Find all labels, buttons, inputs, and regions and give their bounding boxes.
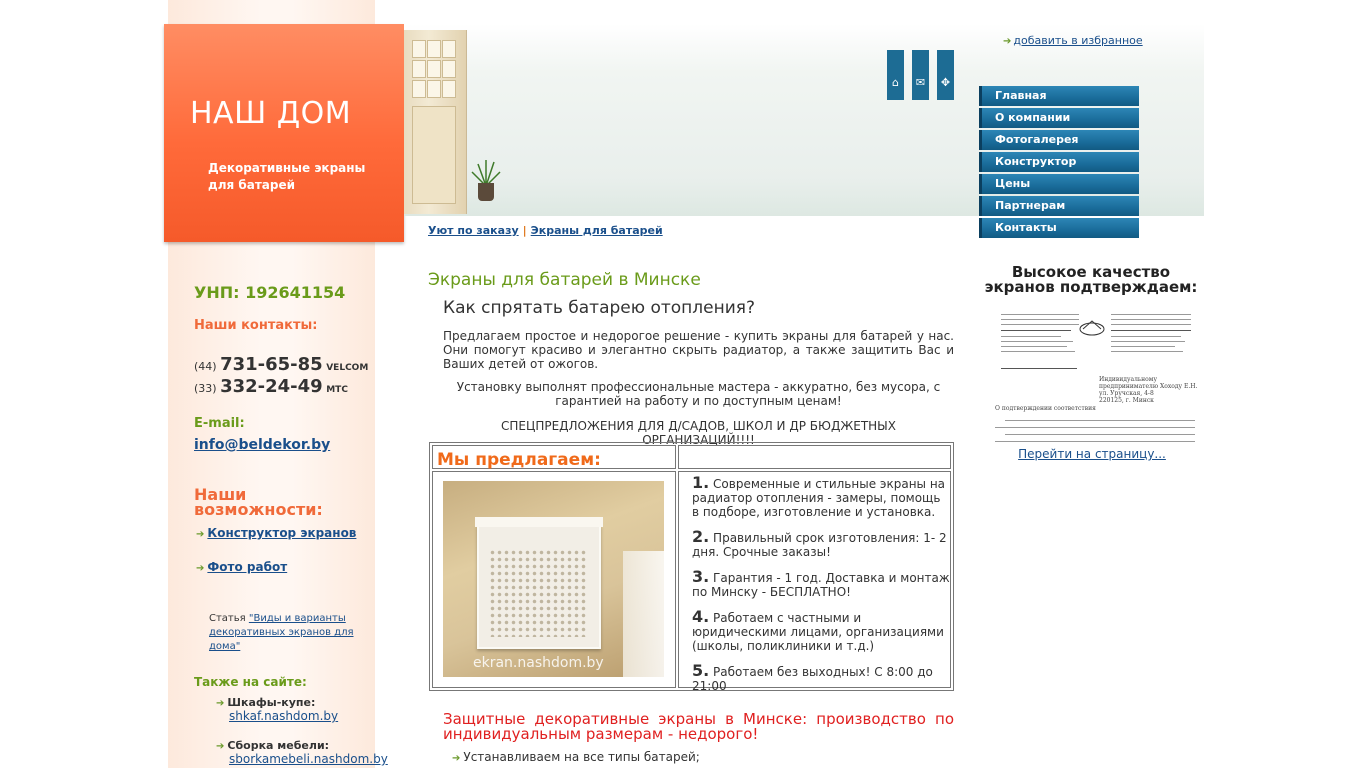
site-title: Сборка мебели: (227, 739, 330, 752)
cert-line (1001, 336, 1061, 337)
offer-item (692, 567, 950, 599)
arrow-icon: ➔ (216, 741, 225, 752)
possibilities-heading: Наши возможности: (194, 485, 323, 519)
offer-text: Современные и стильные экраны на радиатор отопления - замеры, помощь в подборе, изготовление и установка. (692, 477, 946, 519)
cert-line (1111, 351, 1183, 352)
cert-line (995, 427, 1195, 428)
cert-line (1001, 319, 1079, 320)
radiator-top (475, 517, 603, 527)
offer-number: 4. (692, 607, 710, 626)
phone-number: 731-65-85 (220, 354, 323, 375)
cert-line (1001, 346, 1067, 347)
phone-velcom (194, 354, 368, 375)
arrow-icon: ➔ (196, 563, 205, 574)
plant-pot (478, 183, 494, 201)
breadcrumb-item-2[interactable]: Экраны для батарей (530, 224, 663, 237)
offer-heading: Мы предлагаем: (437, 450, 601, 470)
email-heading: E-mail: (194, 416, 245, 431)
cert-line (995, 441, 1195, 442)
cert-line (1111, 324, 1191, 325)
door-illustration (404, 30, 467, 214)
offer-number: 1. (692, 473, 710, 492)
offer-list (692, 473, 950, 704)
arrow-icon: ➔ (1003, 36, 1012, 47)
cert-line (1001, 351, 1075, 352)
phone-number: 332-24-49 (220, 376, 323, 397)
offer-text: Правильный срок изготовления: 1- 2 дня. Срочные заказы! (692, 531, 947, 559)
radiator-grille (489, 549, 587, 637)
arrow-icon: ➔ (216, 698, 225, 709)
add-to-favorites-link[interactable]: добавить в избранное (1013, 34, 1143, 47)
breadcrumb (428, 224, 663, 237)
main-navigation (979, 86, 1139, 240)
bullet-item (452, 750, 700, 764)
nav-home[interactable]: Главная (979, 86, 1139, 106)
certificate-image[interactable] (993, 310, 1200, 445)
phone-operator: VELCOM (326, 363, 369, 373)
cert-line (1001, 324, 1079, 325)
cert-line (1001, 368, 1077, 369)
cert-text: ул. Уручская, 4-8 (1099, 390, 1154, 397)
logo-block[interactable] (164, 24, 404, 242)
offer-item (692, 527, 950, 559)
cert-line (1001, 314, 1079, 315)
radiator-screen (477, 525, 601, 649)
cert-line (1005, 434, 1195, 435)
nav-partners[interactable]: Партнерам (979, 196, 1139, 216)
cert-text: О подтверждении соответствия (995, 405, 1096, 412)
cert-line (1111, 330, 1191, 331)
offer-text: Работаем с частными и юридическими лицами, организациями (школы, поликлиники и т.д.) (692, 611, 944, 653)
offer-number: 2. (692, 527, 710, 546)
site-url-link[interactable]: sborkamebeli.nashdom.by (229, 752, 388, 766)
also-on-site-heading: Также на сайте: (194, 675, 307, 689)
cert-line (1001, 330, 1071, 331)
offer-header-cell (432, 445, 676, 469)
offer-item (692, 473, 950, 519)
cert-line (1111, 341, 1185, 342)
offer-text: Гарантия - 1 год. Доставка и монтаж по Минску - БЕСПЛАТНО! (692, 571, 950, 599)
site-item-assembly (216, 739, 388, 766)
site-item-wardrobes (216, 696, 338, 723)
page-subtitle: Как спрятать батарею отопления? (443, 298, 756, 318)
institute-emblem-icon (1077, 318, 1107, 336)
nav-about[interactable]: О компании (979, 108, 1139, 128)
page-title: Экраны для батарей в Минске (428, 270, 701, 290)
cert-line (1111, 346, 1175, 347)
nav-prices[interactable]: Цены (979, 174, 1139, 194)
breadcrumb-item-1[interactable]: Уют по заказу (428, 224, 519, 237)
sitemap-icon[interactable]: ✥ (937, 50, 954, 100)
article-prefix: Статья (209, 613, 246, 624)
cert-line (1005, 420, 1195, 421)
cert-line (1111, 336, 1181, 337)
contacts-heading: Наши контакты: (194, 318, 318, 333)
cert-line (1001, 341, 1073, 342)
special-offer-text: СПЕЦПРЕДЛОЖЕНИЯ ДЛЯ Д/САДОВ, ШКОЛ И ДР БЮДЖЕТНЫХ ОРГАНИЗАЦИЙ!!!! (501, 419, 896, 447)
production-heading: Защитные декоративные экраны в Минске: производство по индивидуальным размерам - недорого! (443, 710, 954, 743)
phone-mts (194, 376, 348, 397)
email-link[interactable]: info@beldekor.by (194, 437, 331, 453)
arrow-icon: ➔ (452, 753, 461, 764)
site-title: Шкафы-купе: (227, 696, 316, 709)
unp-number: УНП: 192641154 (194, 283, 346, 302)
site-url-link[interactable]: shkaf.nashdom.by (229, 709, 339, 723)
offer-item (692, 661, 950, 693)
cert-text: 220125, г. Минск (1099, 397, 1154, 404)
article-link[interactable]: "Виды и варианты декоративных экранов для дома" (209, 613, 354, 652)
logo-subtitle: Декоративные экраны для батарей (208, 161, 366, 192)
photo-watermark: ekran.nashdom.by (473, 655, 604, 671)
logo-title[interactable]: НАШ ДОМ (190, 96, 352, 131)
constructor-link[interactable]: Конструктор экранов (207, 526, 357, 540)
photo-works-link[interactable]: Фото работ (207, 560, 288, 574)
phone-operator: МТС (326, 385, 348, 395)
phone-code: (33) (194, 382, 217, 395)
mail-icon[interactable]: ✉ (912, 50, 929, 100)
intro-paragraph: Предлагаем простое и недорогое решение - купить экраны для батарей у нас. Они помогут красиво и элегантно скрыть радиатор, а также защитить Вас и Ваших детей от ожогов. (443, 329, 954, 371)
constructor-link-item (196, 526, 356, 540)
nav-constructor[interactable]: Конструктор (979, 152, 1139, 172)
quality-heading: Высокое качество экранов подтверждаем: (984, 263, 1198, 296)
install-paragraph: Установку выполнят профессиональные мастера - аккуратно, без мусора, с гарантией на работу и по доступным ценам! (456, 380, 941, 408)
phone-code: (44) (194, 360, 217, 373)
certificate-page-link[interactable]: Перейти на страницу... (1018, 447, 1166, 461)
offer-text: Работаем без выходных! С 8:00 до 21:00 (692, 665, 933, 693)
favorites[interactable] (1003, 34, 1143, 47)
table-in-photo (623, 551, 664, 677)
offer-number: 3. (692, 567, 710, 586)
cert-line (1111, 319, 1191, 320)
breadcrumb-separator: | (522, 224, 527, 237)
nav-gallery[interactable]: Фотогалерея (979, 130, 1139, 150)
radiator-screen-photo[interactable] (443, 481, 664, 677)
nav-contacts[interactable]: Контакты (979, 218, 1139, 238)
offer-item (692, 607, 950, 653)
arrow-icon: ➔ (196, 529, 205, 540)
article-block (209, 612, 369, 654)
photo-link-item (196, 560, 287, 574)
cert-text: Индивидуальному предпринимателю Хоходу Е.Н. (1099, 376, 1198, 390)
home-icon[interactable]: ⌂ (887, 50, 904, 100)
bullet-text: Устанавливаем на все типы батарей; (463, 750, 700, 764)
offer-header-empty-cell (678, 445, 951, 469)
cert-line (1111, 314, 1191, 315)
offer-number: 5. (692, 661, 710, 680)
